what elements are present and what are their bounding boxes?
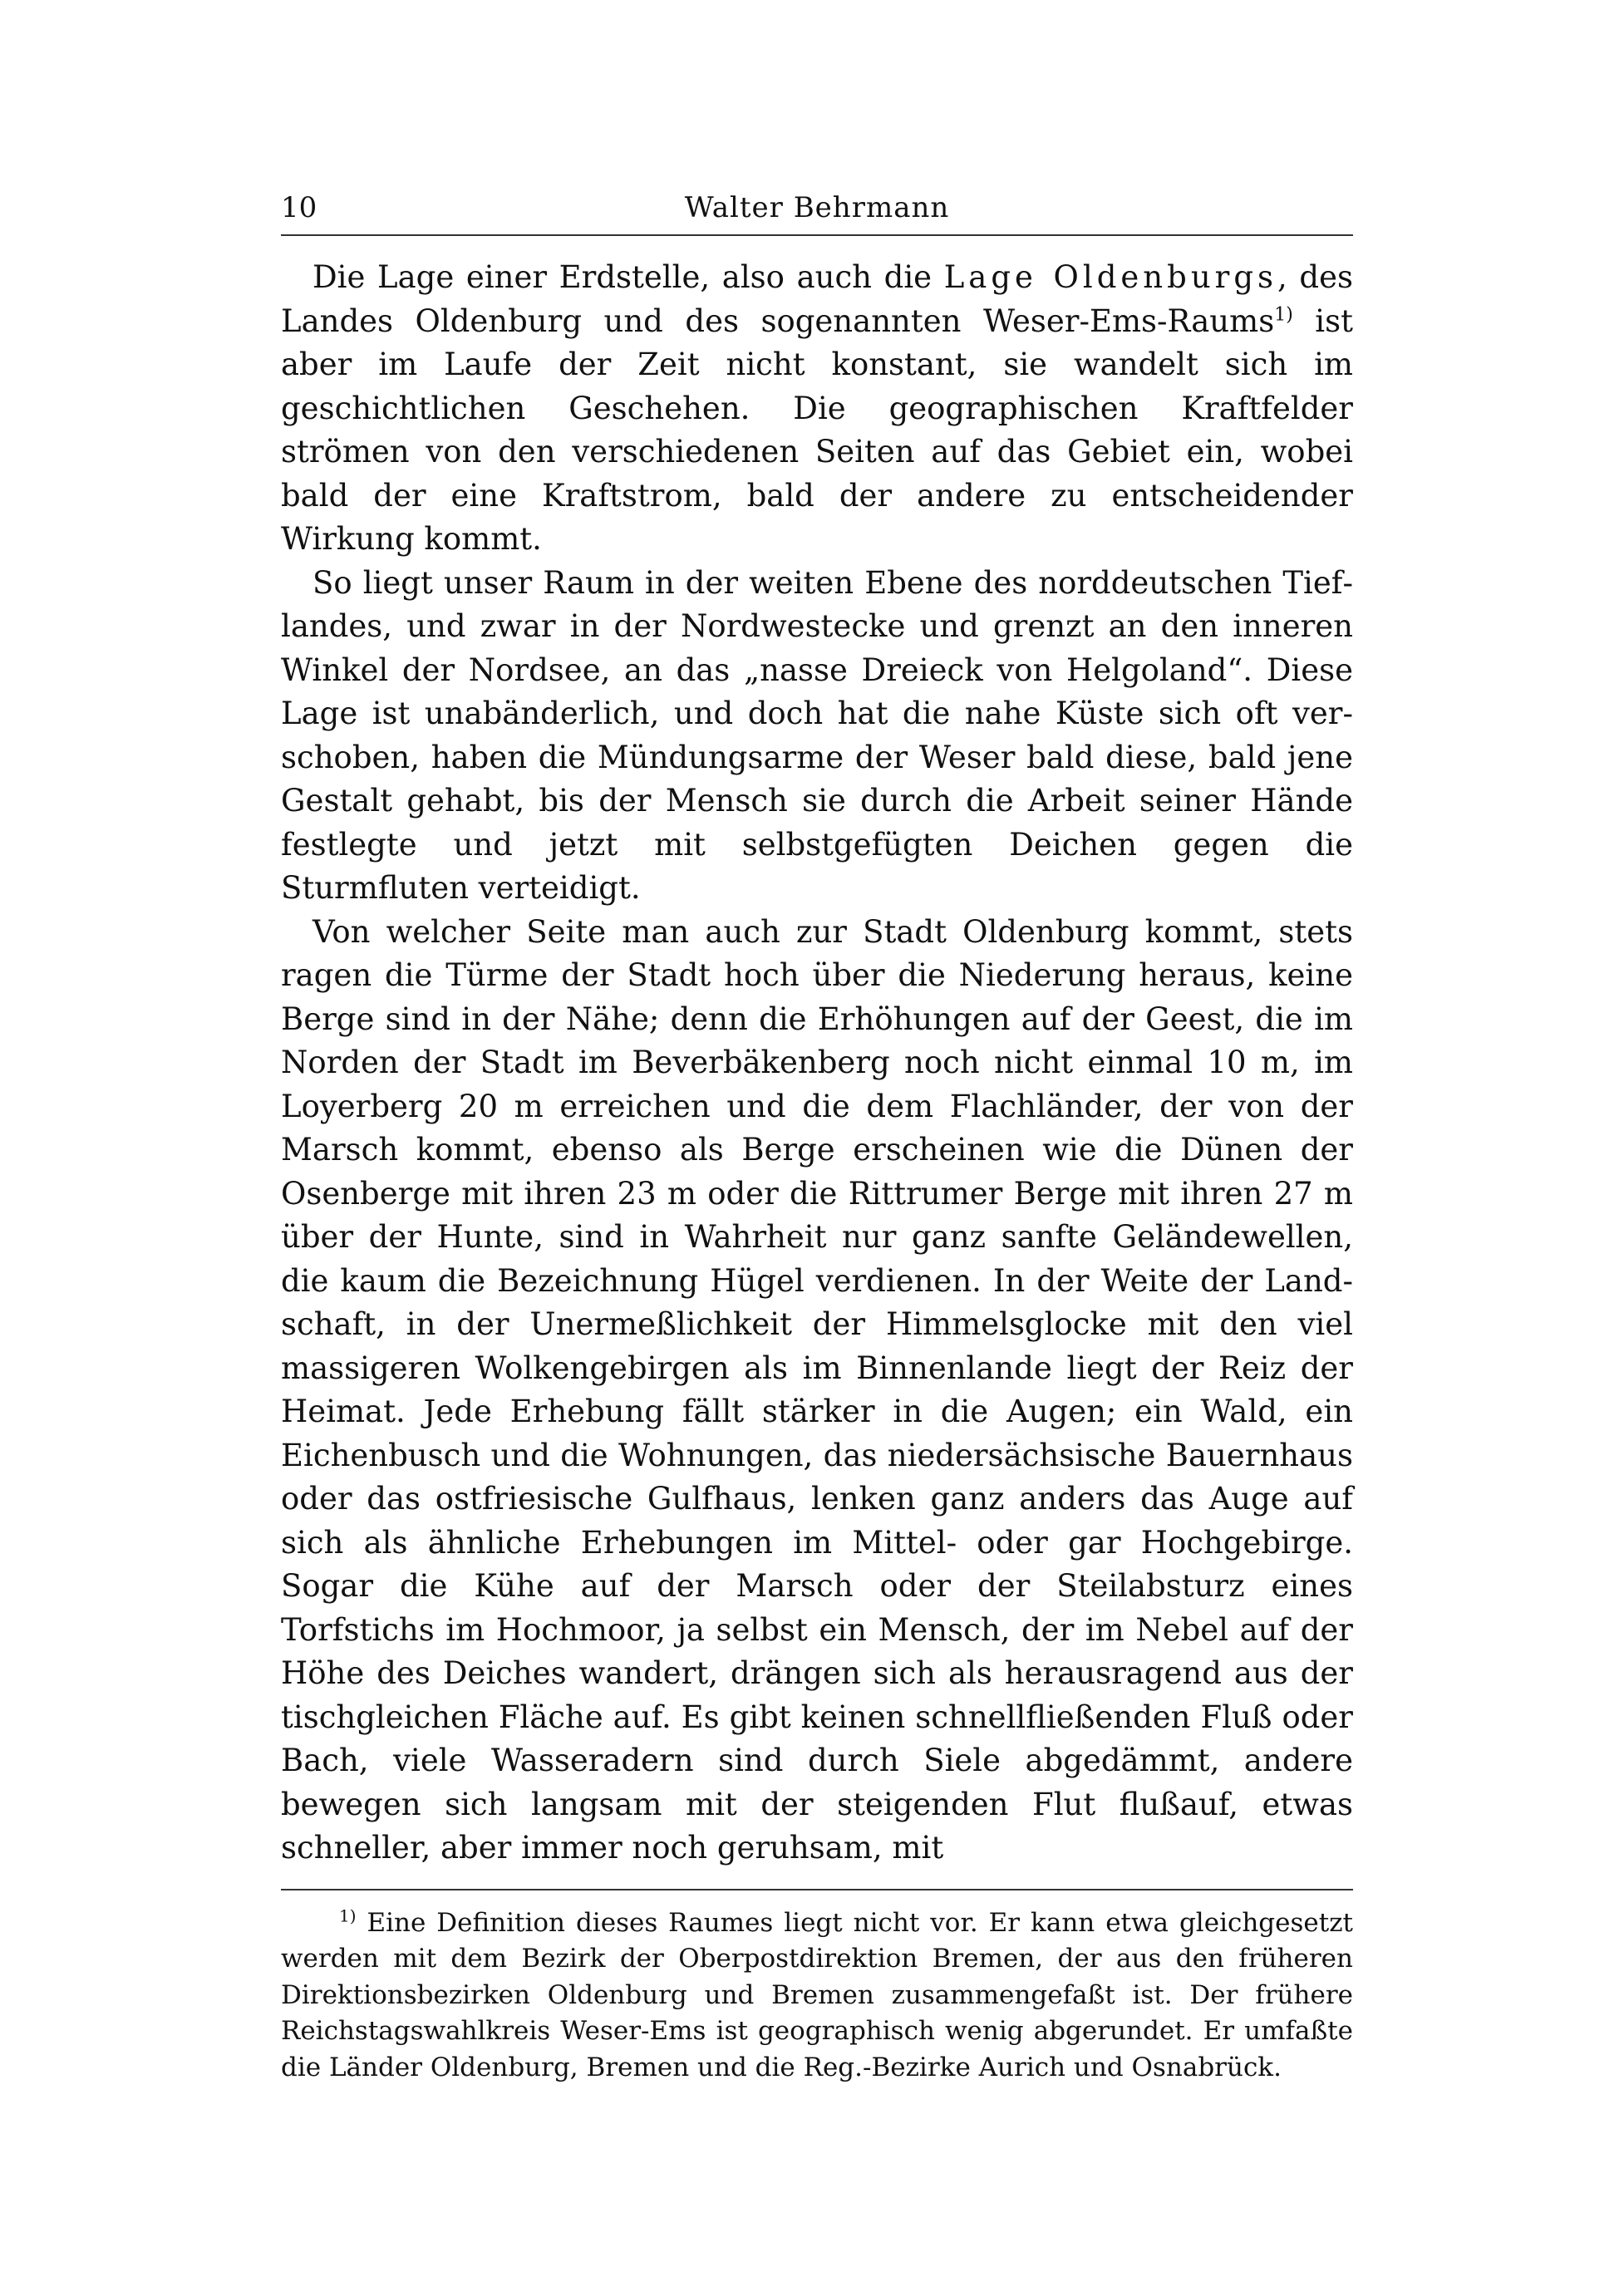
emphasized-lage-oldenburgs: Lage Oldenburgs <box>943 259 1278 295</box>
paragraph-1-text-c: ist aber im Laufe der Zeit nicht konstant, sie wandelt sich im geschichtlichen Geschehen. Die geographischen Kraftfelder strömen von den verschiedenen Seiten auf das Gebiet ein, wobei bald der eine Kraftstrom, bald der andere zu entscheidender Wirkung kommt. <box>281 302 1354 557</box>
running-title: Walter Behrmann <box>684 191 950 224</box>
footnote-reference: 1) <box>1274 304 1293 326</box>
header-rule <box>281 234 1353 236</box>
paragraph-1-text-a: Die Lage einer Erdstelle, also auch die <box>312 259 944 295</box>
book-page <box>281 184 1353 2086</box>
footnote <box>281 1905 1353 2087</box>
paragraph-1 <box>281 256 1353 562</box>
footnote-rule <box>281 1889 1353 1890</box>
paragraph-3: Von welcher Seite man auch zur Stadt Oldenburg kommt, stets ragen die Türme der Stadt hoch über die Niederung heraus, keine Berge sind in der Nähe; denn die Erhöhungen auf der Geest, die im Norden der Stadt im Beverbäkenberg noch nicht einmal 10 m, im Loyerberg 20 m erreichen und die dem Flachländer, der von der Marsch kommt, ebenso als Berge erscheinen wie die Dünen der Osenberge mit ihren 23 m oder die Rittrumer Berge mit ihren 27 m über der Hunte, sind in Wahrheit nur ganz sanfte Geländewellen, die kaum die Bezeichnung Hügel verdienen. In der Weite der Landschaft, in der Unermeßlichkeit der Himmelsglocke mit den viel massigeren Wolkengebirgen als im Binnenlande liegt der Reiz der Heimat. Jede Erhebung fällt stärker in die Augen; ein Wald, ein Eichenbusch und die Wohnungen, das niedersächsische Bauernhaus oder das ostfriesische Gulfhaus, lenken ganz anders das Auge auf sich als ähnliche Erhebungen im Mittel- oder gar Hochgebirge. Sogar die Kühe auf der Marsch oder der Steilabsturz eines Torfstichs im Hochmoor, ja selbst ein Mensch, der im Nebel auf der Höhe des Deiches wandert, drängen sich als herausragend aus der tischgleichen Fläche auf. Es gibt keinen schnellfließenden Fluß oder Bach, viele Wasseradern sind durch Siele abgedämmt, andere bewegen sich langsam mit der steigenden Flut flußauf, etwas schneller, aber immer noch geruhsam, mit <box>281 913 1353 1866</box>
running-head <box>281 184 1353 231</box>
footnote-marker: 1) <box>339 1905 357 1926</box>
paragraph-1-text-b: , des Landes Oldenburg und des sogenannten Weser-Ems-Raums <box>281 259 1353 339</box>
paragraph-2: So liegt unser Raum in der weiten Ebene des norddeutschen Tieflandes, und zwar in der Nordwestecke und grenzt an den inneren Winkel der Nordsee, an das „nasse Dreieck von Helgoland“. Diese Lage ist unabänderlich, und doch hat die nahe Küste sich oft verschoben, haben die Mündungsarme der Weser bald diese, bald jene Gestalt gehabt, bis der Mensch sie durch die Arbeit seiner Hände festlegte und jetzt mit selbstgefügten Deichen gegen die Sturmfluten verteidigt. <box>281 564 1353 906</box>
main-text <box>281 256 1353 1871</box>
footnote-text: Eine Definition dieses Raumes liegt nicht vor. Er kann etwa gleichgesetzt werden mit dem Bezirk der Oberpostdirektion Bremen, der aus den früheren Direktionsbezirken Oldenburg und Bremen zusammengefaßt ist. Der frühere Reichstagswahlkreis Weser-Ems ist geographisch wenig abgerundet. Er umfaßte die Länder Oldenburg, Bremen und die Reg.-Bezirke Aurich und Osnabrück. <box>281 1907 1353 2082</box>
page-number: 10 <box>281 191 317 224</box>
